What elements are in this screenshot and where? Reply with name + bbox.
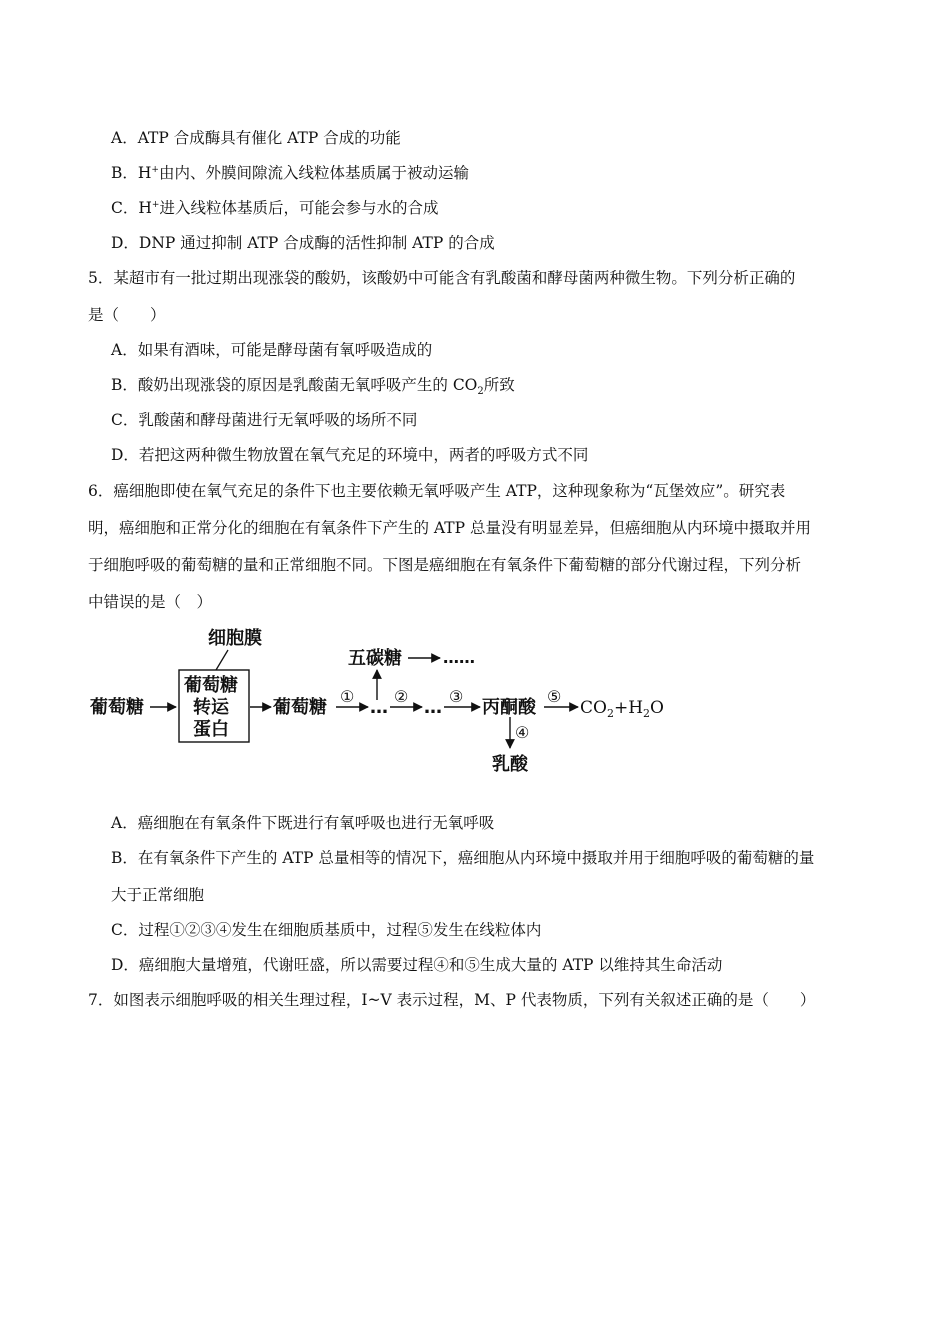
- transporter-label-line2: 转运: [193, 697, 229, 718]
- step-2-label: ②: [394, 687, 409, 706]
- q6-stem-line2: 明，癌细胞和正常分化的细胞在有氧条件下产生的 ATP 总量没有明显差异，但癌细胞从内环境中摄取并用: [88, 519, 811, 537]
- step-1-label: ①: [340, 687, 355, 706]
- pentose-dots: ……: [443, 648, 475, 667]
- q4-option-d: D．DNP 通过抑制 ATP 合成酶的活性抑制 ATP 的合成: [111, 234, 495, 252]
- q5-option-c: C．乳酸菌和酵母菌进行无氧呼吸的场所不同: [111, 411, 418, 429]
- q5-option-b: B．酸奶出现涨袋的原因是乳酸菌无氧呼吸产生的 $CO_2$所致: [111, 376, 515, 398]
- lactate-label: 乳酸: [492, 754, 528, 775]
- pentose-label: 五碳糖: [348, 648, 402, 669]
- step-3-label: ③: [449, 687, 464, 706]
- q6-stem-line1: 6．癌细胞即使在氧气充足的条件下也主要依赖无氧呼吸产生 ATP，这种现象称为“瓦堡效应”。研究表: [88, 482, 786, 500]
- q4-option-c: C．H+进入线粒体基质后，可能会参与水的合成: [111, 199, 439, 217]
- q4-option-a: A．ATP 合成酶具有催化 ATP 合成的功能: [111, 129, 401, 147]
- dots-2: …: [424, 697, 442, 718]
- glucose-metabolism-diagram: [88, 620, 688, 780]
- q5-option-d: D．若把这两种微生物放置在氧气充足的环境中，两者的呼吸方式不同: [111, 446, 589, 464]
- membrane-label: 细胞膜: [208, 628, 262, 649]
- step-5-label: ⑤: [547, 687, 562, 706]
- q5-stem-line1: 5．某超市有一批过期出现涨袋的酸奶，该酸奶中可能含有乳酸菌和酵母菌两种微生物。下列分析正确的: [88, 269, 796, 287]
- q7-stem: 7．如图表示细胞呼吸的相关生理过程，I~V 表示过程，M、P 代表物质，下列有关叙述正确的是（ ）: [88, 991, 816, 1009]
- co2-h2o-label: $CO_2+H_2O$: [580, 698, 664, 720]
- q5-stem-line2: 是（ ）: [88, 306, 166, 324]
- step-4-label: ④: [515, 723, 530, 742]
- dots-1: …: [370, 697, 388, 718]
- q4-option-b: B．H+由内、外膜间隙流入线粒体基质属于被动运输: [111, 164, 469, 182]
- glucose-inside-label: 葡萄糖: [273, 697, 327, 718]
- transporter-label-line1: 葡萄糖: [184, 675, 238, 696]
- q6-option-d: D．癌细胞大量增殖，代谢旺盛，所以需要过程④和⑤生成大量的 ATP 以维持其生命活动: [111, 956, 723, 974]
- q6-stem-line4: 中错误的是（ ）: [88, 593, 213, 611]
- transporter-label-line3: 蛋白: [193, 719, 229, 740]
- q6-stem-line3: 于细胞呼吸的葡萄糖的量和正常细胞不同。下图是癌细胞在有氧条件下葡萄糖的部分代谢过程，下列分析: [88, 556, 802, 574]
- q5-option-a: A．如果有酒味，可能是酵母菌有氧呼吸造成的: [111, 341, 433, 359]
- q6-option-a: A．癌细胞在有氧条件下既进行有氧呼吸也进行无氧呼吸: [111, 814, 495, 832]
- q6-option-b-line1: B．在有氧条件下产生的 ATP 总量相等的情况下，癌细胞从内环境中摄取并用于细胞呼吸的葡萄糖的量: [111, 849, 815, 867]
- membrane-pointer-line: [216, 650, 228, 670]
- pyruvate-label: 丙酮酸: [482, 697, 536, 718]
- q6-option-b-line2: 大于正常细胞: [111, 886, 205, 904]
- q6-option-c: C．过程①②③④发生在细胞质基质中，过程⑤发生在线粒体内: [111, 921, 542, 939]
- glucose-outside-label: 葡萄糖: [90, 697, 144, 718]
